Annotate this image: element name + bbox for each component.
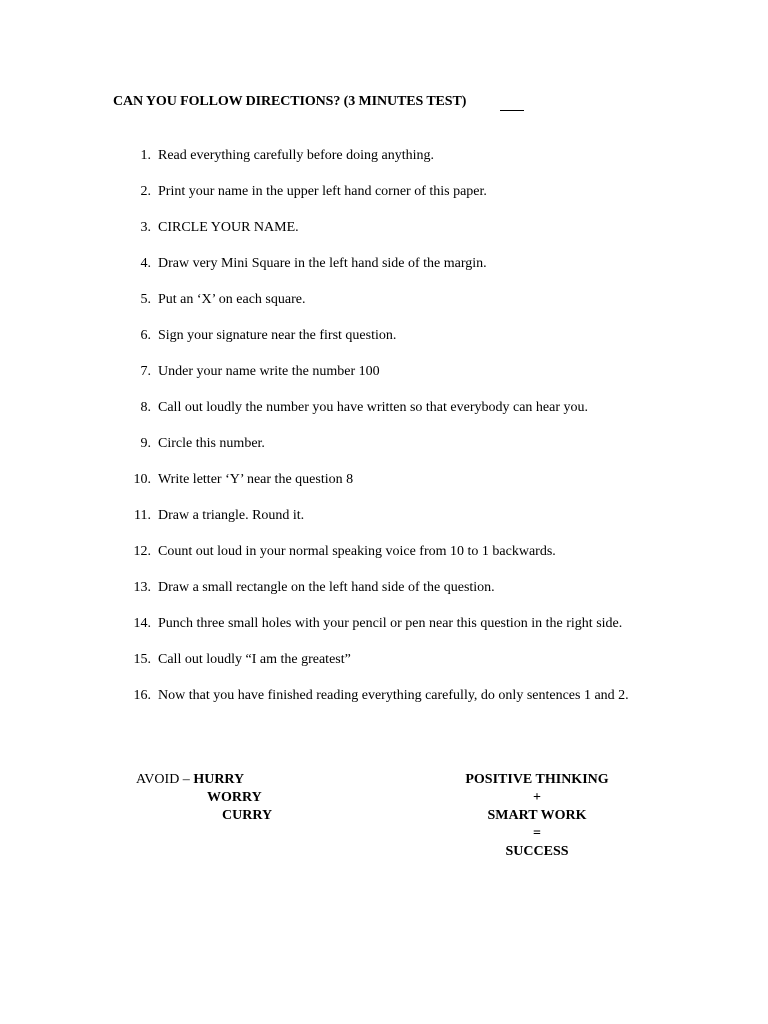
formula-plus: + (533, 790, 541, 805)
item-text: CIRCLE YOUR NAME. (158, 220, 299, 235)
item-number: 11. (134, 508, 151, 523)
item-text: Punch three small holes with your pencil or pen near this question in the right side. (158, 616, 623, 631)
item-text: Now that you have finished reading everything carefully, do only sentences 1 and 2. (158, 688, 629, 703)
avoid-prefix: AVOID – (136, 772, 194, 787)
list-item (113, 615, 673, 633)
directions-list (113, 147, 673, 723)
list-item (113, 507, 673, 525)
item-number: 13. (133, 580, 151, 595)
avoid-word-hurry: HURRY (193, 772, 245, 787)
item-number: 4. (140, 256, 151, 271)
item-text: Put an ‘X’ on each square. (158, 292, 306, 307)
item-number: 3. (140, 220, 151, 235)
item-number: 15. (133, 652, 151, 667)
list-item (113, 327, 673, 345)
item-number: 5. (140, 292, 151, 307)
item-text: Write letter ‘Y’ near the question 8 (158, 472, 354, 487)
item-text: Read everything carefully before doing anything. (158, 148, 435, 163)
item-number: 6. (140, 328, 151, 343)
avoid-line-3 (136, 807, 336, 825)
list-item (113, 183, 673, 201)
item-number: 14. (133, 616, 151, 631)
item-text: Draw a small rectangle on the left hand side of the question. (158, 580, 495, 595)
list-item (113, 291, 673, 309)
item-text: Draw a triangle. Round it. (158, 508, 305, 523)
success-formula (448, 771, 626, 861)
item-number: 1. (140, 148, 151, 163)
list-item (113, 363, 673, 381)
item-text: Sign your signature near the first question. (158, 328, 397, 343)
list-item (113, 687, 673, 705)
list-item (113, 543, 673, 561)
formula-success: SUCCESS (505, 844, 569, 859)
item-number: 7. (140, 364, 151, 379)
item-text: Count out loud in your normal speaking voice from 10 to 1 backwards. (158, 544, 556, 559)
formula-positive-thinking: POSITIVE THINKING (465, 772, 609, 787)
title-underline (500, 110, 524, 111)
list-item (113, 579, 673, 597)
item-number: 12. (133, 544, 151, 559)
avoid-word-curry: CURRY (222, 808, 273, 823)
item-number: 16. (133, 688, 151, 703)
list-item (113, 255, 673, 273)
list-item (113, 471, 673, 489)
page-title: CAN YOU FOLLOW DIRECTIONS? (3 MINUTES TEST) (113, 94, 467, 109)
item-text: Circle this number. (158, 436, 265, 451)
item-text: Call out loudly the number you have written so that everybody can hear you. (158, 400, 589, 415)
formula-equals: = (533, 826, 541, 841)
list-item (113, 219, 673, 237)
item-text: Draw very Mini Square in the left hand side of the margin. (158, 256, 487, 271)
avoid-line-2 (136, 789, 336, 807)
item-number: 10. (133, 472, 151, 487)
item-number: 9. (140, 436, 151, 451)
list-item (113, 147, 673, 165)
item-text: Call out loudly “I am the greatest” (158, 652, 351, 667)
avoid-block (136, 771, 336, 825)
list-item (113, 651, 673, 669)
formula-smart-work: SMART WORK (487, 808, 587, 823)
item-number: 8. (140, 400, 151, 415)
item-text: Under your name write the number 100 (158, 364, 380, 379)
avoid-line-1 (136, 771, 336, 789)
avoid-word-worry: WORRY (207, 790, 262, 805)
item-text: Print your name in the upper left hand corner of this paper. (158, 184, 487, 199)
list-item (113, 435, 673, 453)
item-number: 2. (140, 184, 151, 199)
list-item (113, 399, 673, 417)
